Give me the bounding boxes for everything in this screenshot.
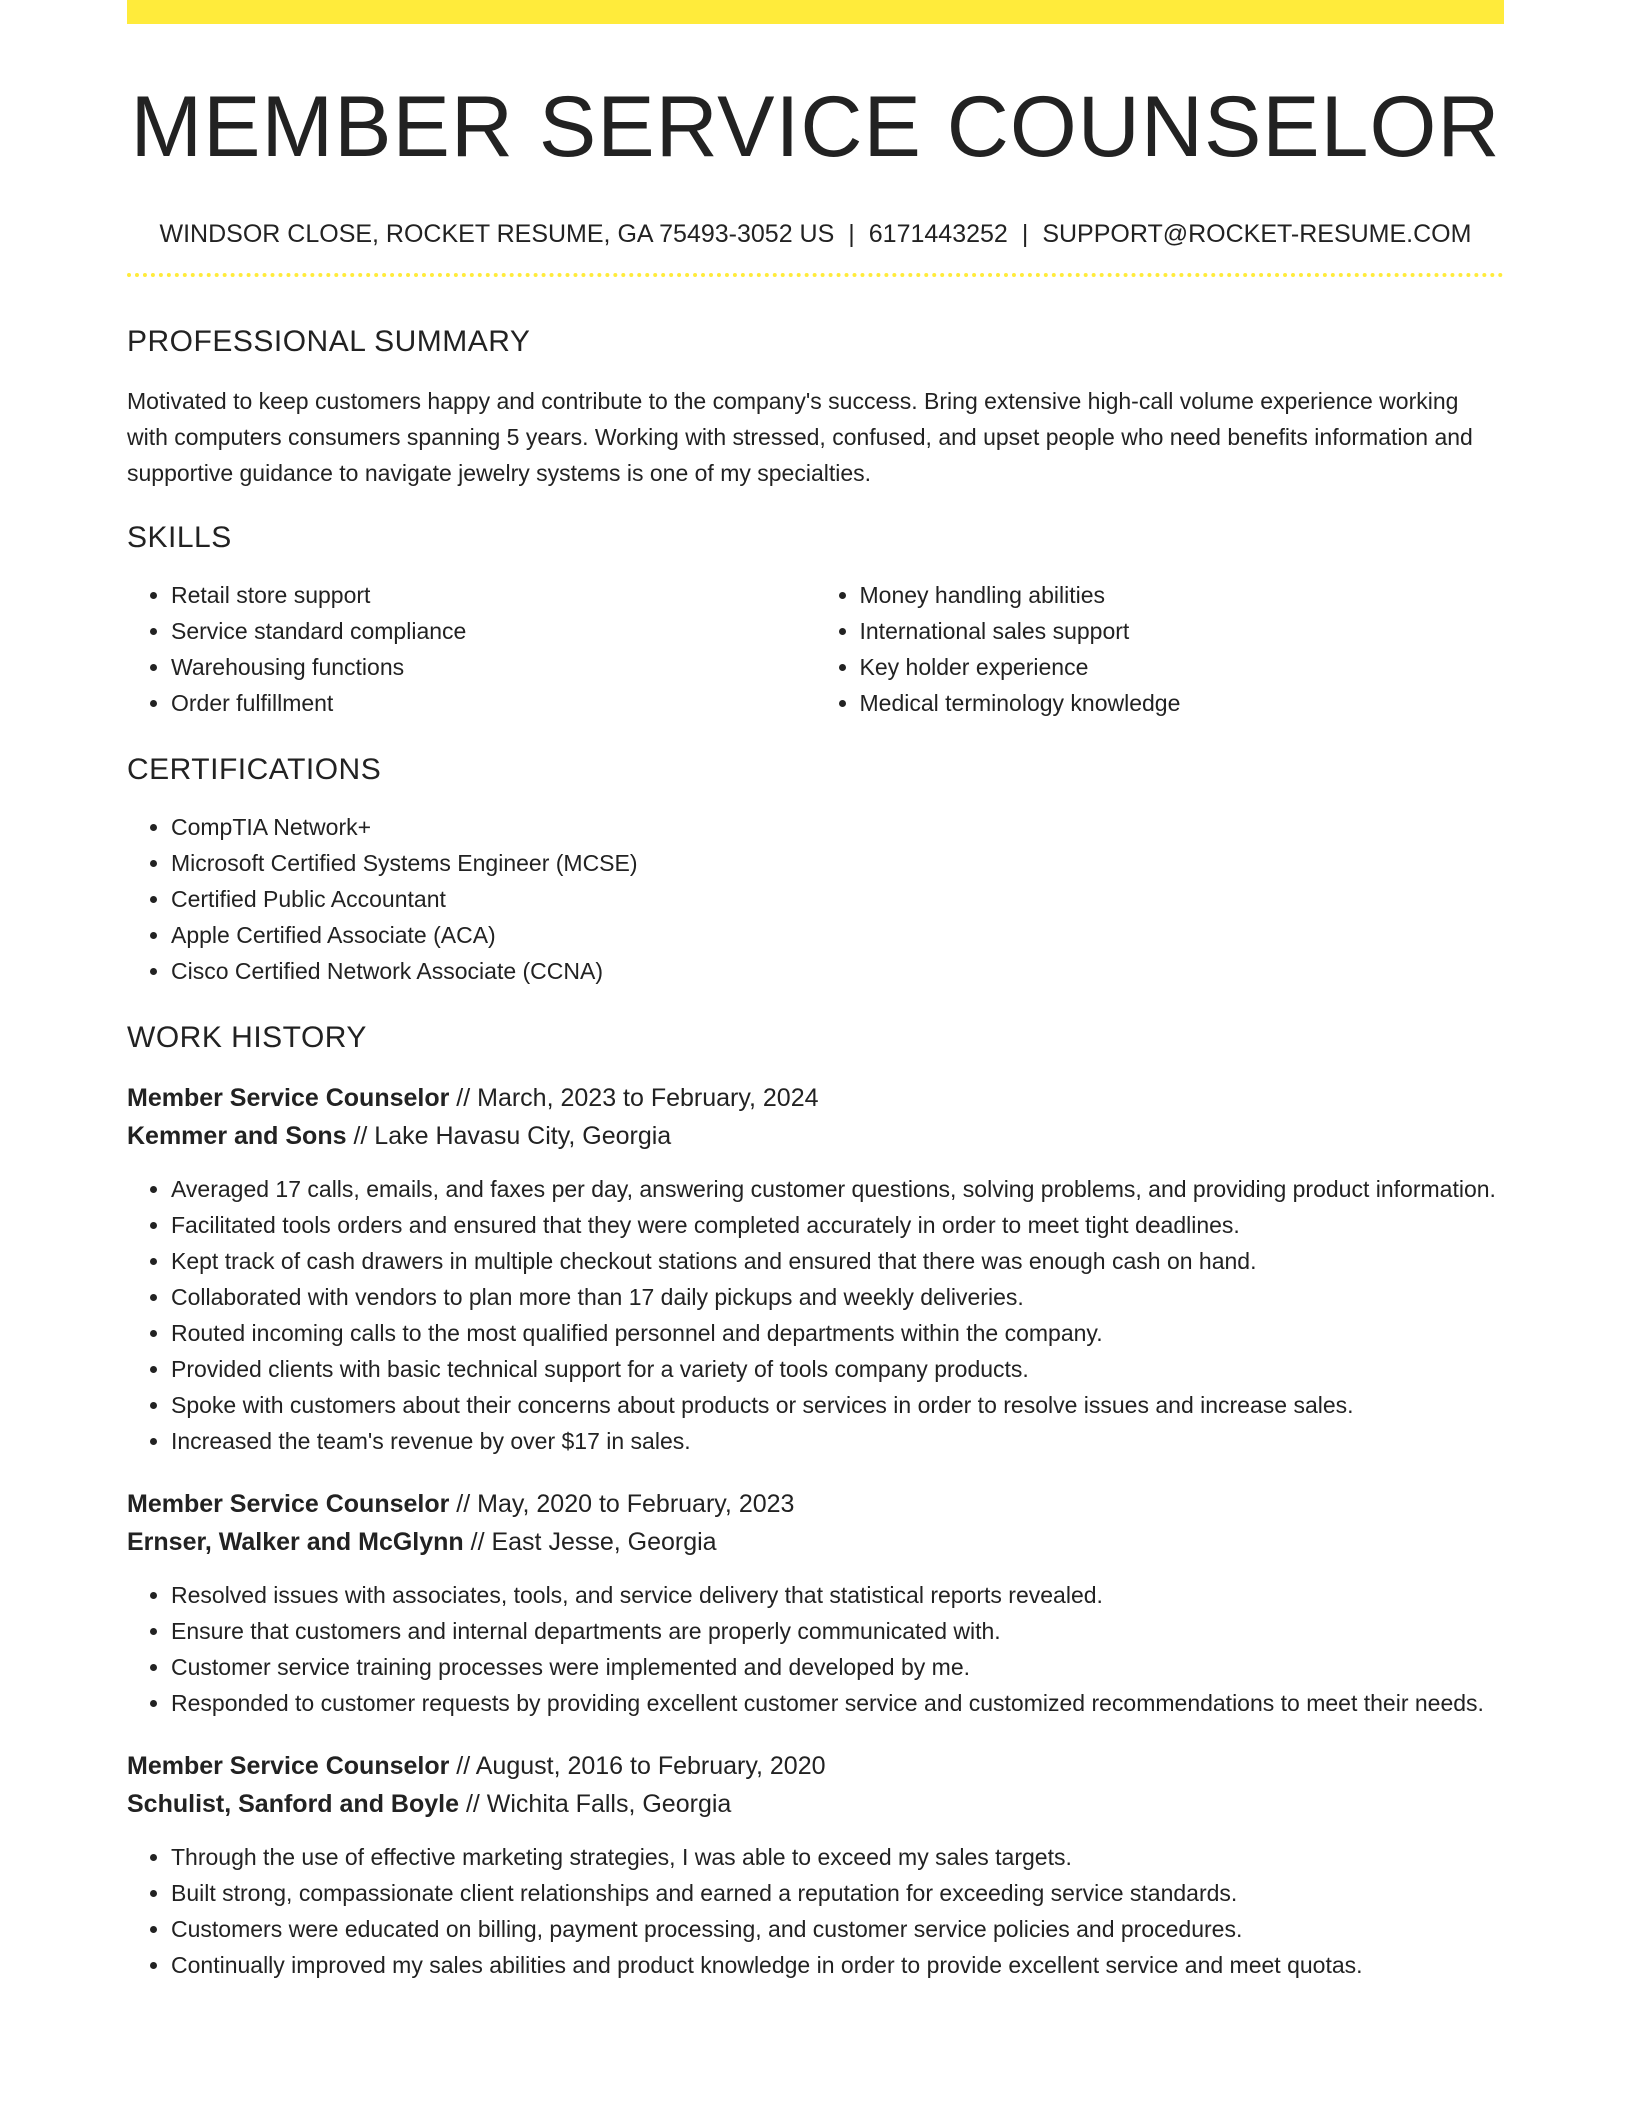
job-bullet: • Built strong, compassionate client relationships and earned a reputation for exceeding service standards. bbox=[171, 1875, 1504, 1911]
job-entry bbox=[127, 1485, 1504, 1721]
skill-item: • Key holder experience bbox=[860, 649, 1505, 685]
skills-heading: SKILLS bbox=[127, 520, 232, 554]
job-bullet: • Collaborated with vendors to plan more than 17 daily pickups and weekly deliveries. bbox=[171, 1279, 1504, 1315]
job-bullet: • Ensure that customers and internal departments are properly communicated with. bbox=[171, 1613, 1504, 1649]
job-company: Schulist, Sanford and Boyle bbox=[127, 1789, 459, 1818]
job-entry bbox=[127, 1079, 1504, 1459]
job-bullet: • Continually improved my sales abilities and product knowledge in order to provide excellent service and meet quotas. bbox=[171, 1947, 1504, 1983]
skill-item: • International sales support bbox=[860, 613, 1505, 649]
job-bullet: • Spoke with customers about their concerns about products or services in order to resolve issues and increase sales. bbox=[171, 1387, 1504, 1423]
job-company: Ernser, Walker and McGlynn bbox=[127, 1527, 464, 1556]
job-bullet: • Increased the team's revenue by over $17 in sales. bbox=[171, 1423, 1504, 1459]
skill-item: • Warehousing functions bbox=[171, 649, 816, 685]
job-location: // Lake Havasu City, Georgia bbox=[346, 1121, 672, 1150]
job-dates: // March, 2023 to February, 2024 bbox=[449, 1083, 819, 1112]
job-location: // Wichita Falls, Georgia bbox=[459, 1789, 732, 1818]
job-entry bbox=[127, 1747, 1504, 1983]
skill-item: • Retail store support bbox=[171, 577, 816, 613]
job-bullet: • Through the use of effective marketing strategies, I was able to exceed my sales targets. bbox=[171, 1839, 1504, 1875]
certification-item: • Cisco Certified Network Associate (CCNA) bbox=[171, 953, 1504, 989]
job-company: Kemmer and Sons bbox=[127, 1121, 347, 1150]
contact-phone: 6171443252 bbox=[868, 219, 1008, 248]
job-bullet: • Responded to customer requests by providing excellent customer service and customized recommendations to meet their needs. bbox=[171, 1685, 1504, 1721]
contact-separator: | bbox=[848, 219, 855, 248]
job-title-line bbox=[127, 1485, 1504, 1523]
certification-item: • Microsoft Certified Systems Engineer (MCSE) bbox=[171, 845, 1504, 881]
contact-email: SUPPORT@ROCKET-RESUME.COM bbox=[1042, 219, 1472, 248]
summary-text: Motivated to keep customers happy and contribute to the company's success. Bring extensive high-call volume experience working with computers consumers spanning 5 years. Working with stressed, confused, and upset people who need benefits information and supportive guidance to navigate jewelry systems is one of my specialties. bbox=[127, 387, 1473, 486]
job-title-line bbox=[127, 1079, 1504, 1117]
job-bullet: • Facilitated tools orders and ensured that they were completed accurately in order to meet tight deadlines. bbox=[171, 1207, 1504, 1243]
certifications-list bbox=[127, 809, 1504, 989]
contact-address: WINDSOR CLOSE, ROCKET RESUME, GA 75493-3052 US bbox=[159, 219, 835, 248]
summary-heading: PROFESSIONAL SUMMARY bbox=[127, 324, 531, 358]
skill-item: • Order fulfillment bbox=[171, 685, 816, 721]
job-bullets bbox=[127, 1577, 1504, 1721]
job-bullet: • Resolved issues with associates, tools, and service delivery that statistical reports revealed. bbox=[171, 1577, 1504, 1613]
job-title-line bbox=[127, 1747, 1504, 1785]
certifications-heading: CERTIFICATIONS bbox=[127, 752, 382, 786]
skill-item: • Service standard compliance bbox=[171, 613, 816, 649]
job-role: Member Service Counselor bbox=[127, 1083, 450, 1112]
job-bullet: • Kept track of cash drawers in multiple checkout stations and ensured that there was enough cash on hand. bbox=[171, 1243, 1504, 1279]
skills-columns bbox=[127, 577, 1504, 721]
certification-item: • CompTIA Network+ bbox=[171, 809, 1504, 845]
job-location: // East Jesse, Georgia bbox=[463, 1527, 717, 1556]
job-role: Member Service Counselor bbox=[127, 1489, 450, 1518]
contact-separator: | bbox=[1021, 219, 1029, 248]
skill-item: • Medical terminology knowledge bbox=[860, 685, 1505, 721]
job-dates: // May, 2020 to February, 2023 bbox=[449, 1489, 795, 1518]
contact-line bbox=[127, 220, 1504, 249]
skill-item: • Money handling abilities bbox=[860, 577, 1505, 613]
job-company-line bbox=[127, 1523, 1504, 1561]
skills-right-list bbox=[816, 577, 1505, 721]
job-bullets bbox=[127, 1171, 1504, 1459]
job-company-line bbox=[127, 1785, 1504, 1823]
certification-item: • Certified Public Accountant bbox=[171, 881, 1504, 917]
resume-page bbox=[127, 0, 1504, 1983]
job-bullet: • Routed incoming calls to the most qualified personnel and departments within the company. bbox=[171, 1315, 1504, 1351]
job-dates: // August, 2016 to February, 2020 bbox=[449, 1751, 826, 1780]
accent-top-bar bbox=[127, 0, 1504, 24]
dotted-divider bbox=[127, 273, 1504, 277]
job-bullet: • Averaged 17 calls, emails, and faxes per day, answering customer questions, solving problems, and providing product information. bbox=[171, 1171, 1504, 1207]
job-role: Member Service Counselor bbox=[127, 1751, 450, 1780]
job-bullet: • Customer service training processes were implemented and developed by me. bbox=[171, 1649, 1504, 1685]
work-history-heading: WORK HISTORY bbox=[127, 1020, 367, 1054]
certification-item: • Apple Certified Associate (ACA) bbox=[171, 917, 1504, 953]
job-company-line bbox=[127, 1117, 1504, 1155]
job-bullet: • Provided clients with basic technical support for a variety of tools company products. bbox=[171, 1351, 1504, 1387]
skills-left-list bbox=[127, 577, 816, 721]
job-bullets bbox=[127, 1839, 1504, 1983]
job-bullet: • Customers were educated on billing, payment processing, and customer service policies and procedures. bbox=[171, 1911, 1504, 1947]
resume-name: MEMBER SERVICE COUNSELOR bbox=[130, 79, 1501, 175]
